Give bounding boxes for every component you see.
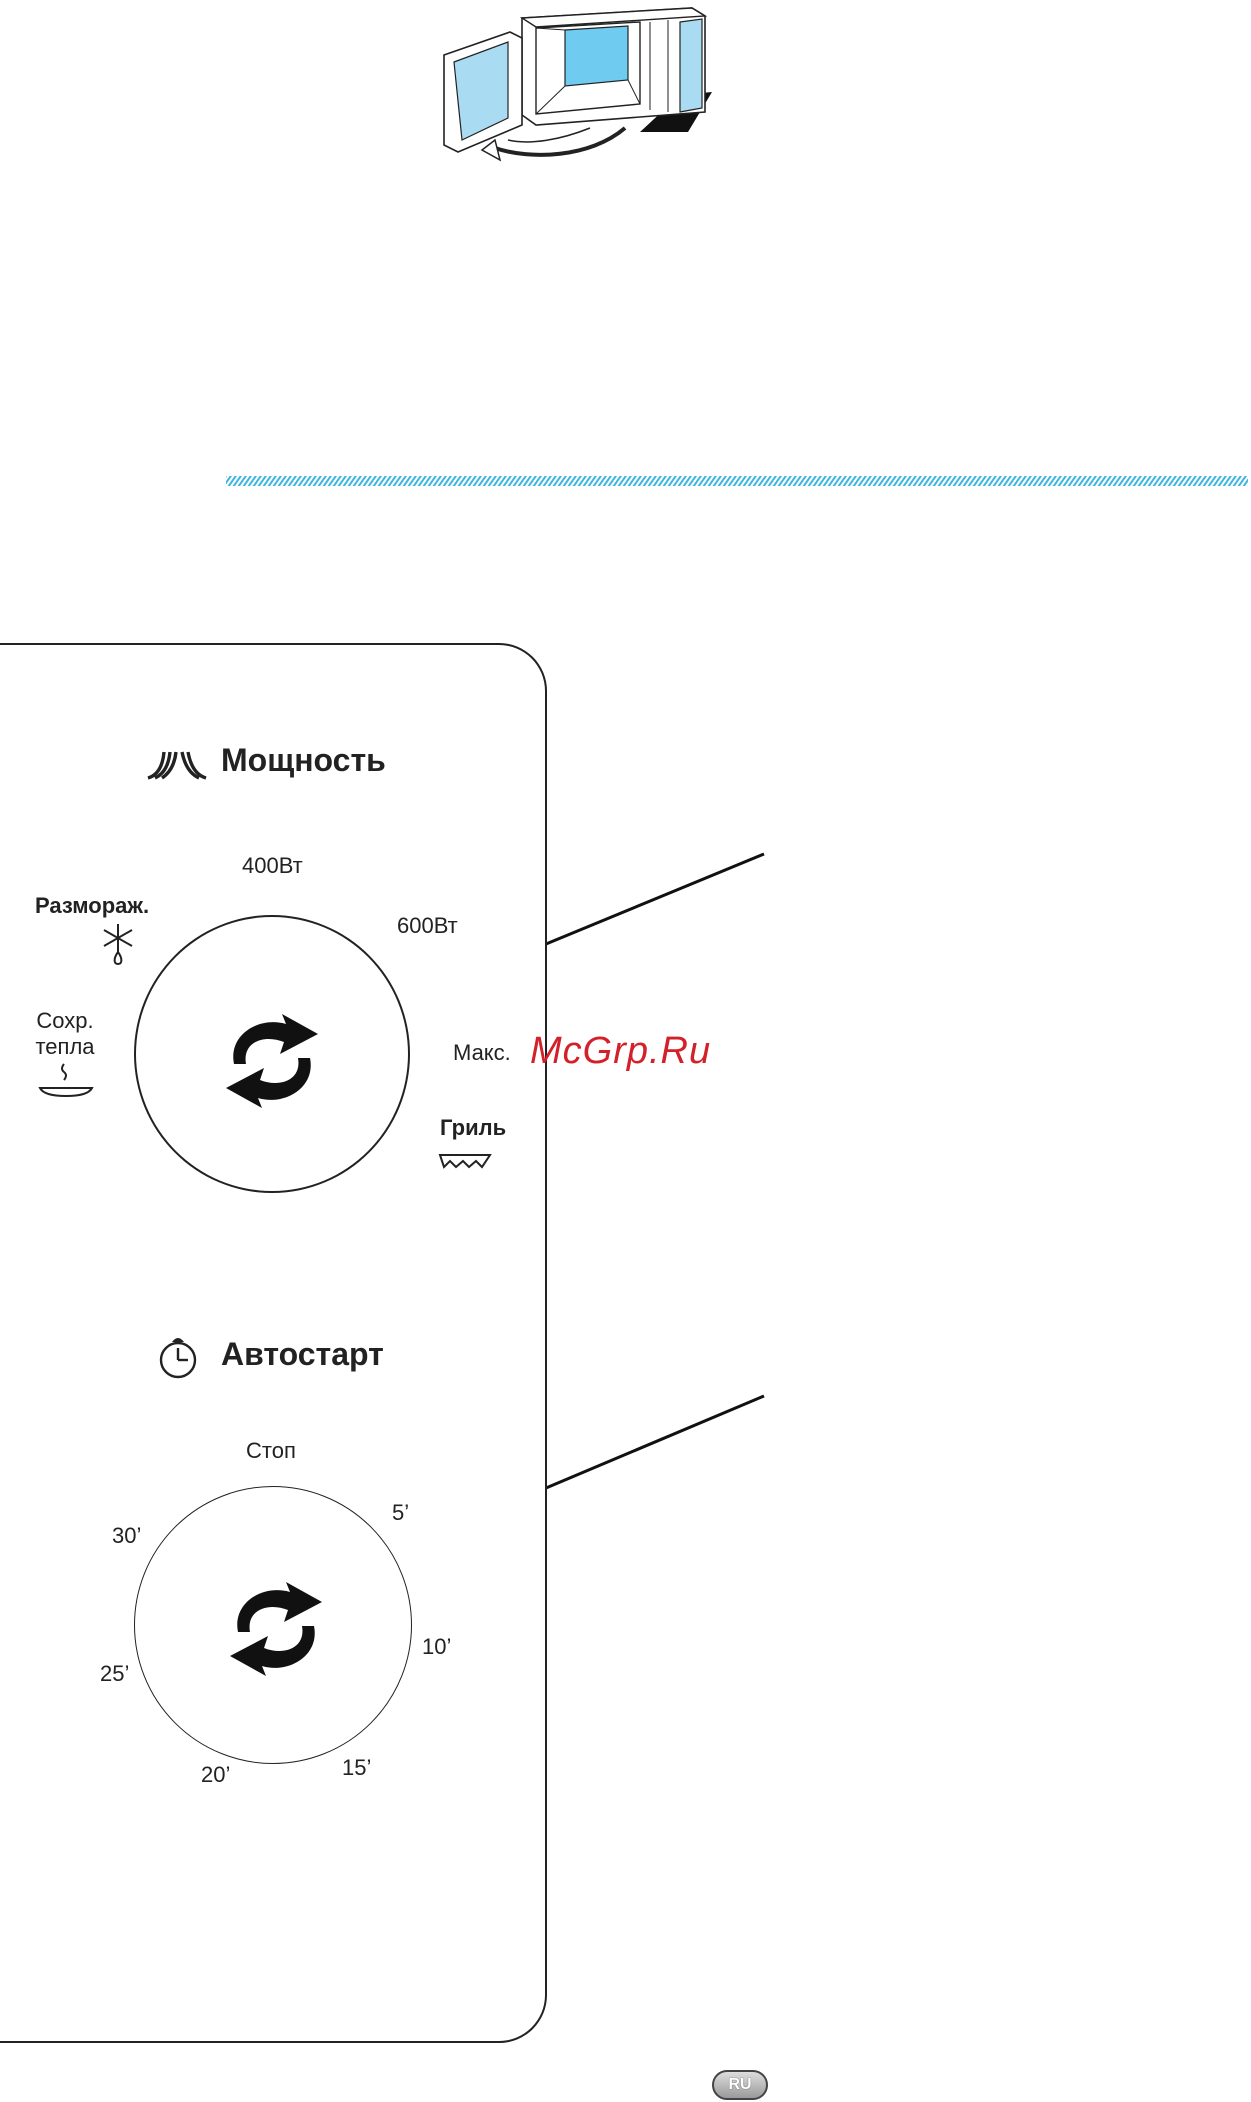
power-label-max: Макс. <box>453 1040 511 1065</box>
microwave-open-door-illustration <box>440 0 720 175</box>
timer-label-15: 15’ <box>342 1755 372 1780</box>
grill-icon <box>438 1152 492 1172</box>
timer-label-25: 25’ <box>100 1661 130 1686</box>
keep-warm-plate-icon <box>36 1060 96 1100</box>
power-label-400w: 400Вт <box>242 853 303 878</box>
timer-label-5: 5’ <box>392 1500 410 1525</box>
rotate-arrows-icon <box>220 1012 324 1110</box>
snowflake-drop-icon <box>98 922 138 966</box>
watermark-text: McGrp.Ru <box>530 1030 712 1072</box>
timer-label-stop: Стоп <box>246 1438 296 1463</box>
power-label-keep-warm-line1: Сохр. <box>36 1008 94 1033</box>
power-label-defrost: Разморaж. <box>35 893 150 918</box>
timer-label-10: 10’ <box>422 1634 452 1659</box>
power-section-title: Мощность <box>221 742 386 778</box>
timer-section-title: Автостарт <box>221 1336 384 1372</box>
hatched-divider-band <box>226 474 1248 488</box>
power-label-600w: 600Вт <box>397 913 458 938</box>
language-badge: RU <box>712 2070 768 2100</box>
timer-label-30: 30’ <box>112 1523 142 1548</box>
power-label-grill: Гриль <box>440 1115 507 1140</box>
power-label-keep-warm-line2: тепла <box>35 1034 95 1059</box>
microwave-waves-icon <box>146 748 208 780</box>
stopwatch-icon <box>156 1334 200 1380</box>
timer-label-20: 20’ <box>201 1762 231 1787</box>
callout-lines <box>540 840 780 1500</box>
rotate-arrows-icon <box>224 1580 328 1678</box>
